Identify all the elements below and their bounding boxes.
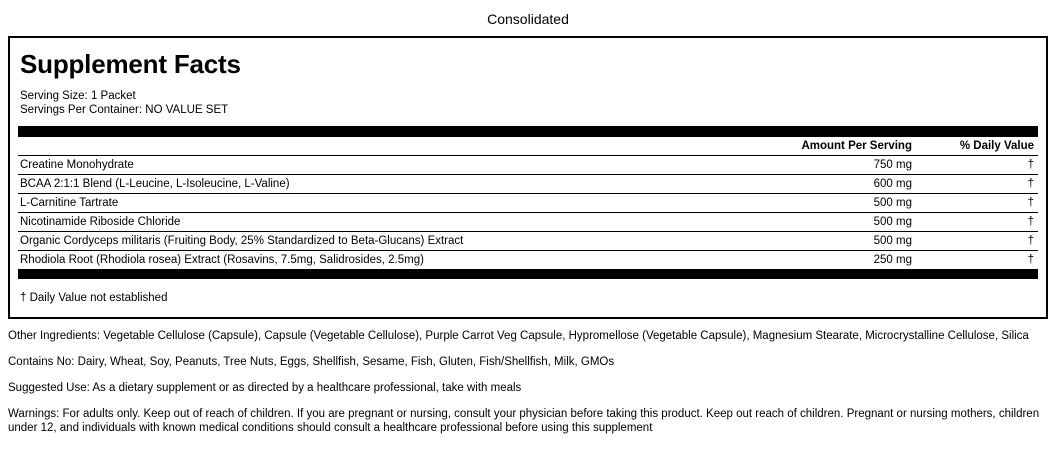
nutrient-column-headers: [18, 137, 1038, 155]
nutrient-name: BCAA 2:1:1 Blend (L-Leucine, L-Isoleucine, L-Valine): [20, 178, 290, 190]
table-row: [18, 156, 1038, 174]
thick-rule-top: [18, 126, 1038, 137]
suggested-use-text: Suggested Use: As a dietary supplement or as directed by a healthcare professional, take with meals: [8, 382, 522, 394]
table-row: [18, 174, 1038, 193]
table-row: [18, 212, 1038, 231]
nutrient-amount: 250 mg: [873, 254, 912, 266]
supplement-facts-heading: Supplement Facts: [20, 49, 241, 79]
nutrient-daily-value: †: [1027, 235, 1034, 247]
nutrient-daily-value: †: [1027, 197, 1034, 209]
supplement-facts-panel: [8, 36, 1048, 319]
servings-per-container-text: Servings Per Container: NO VALUE SET: [20, 104, 229, 116]
header-amount-per-serving: Amount Per Serving: [801, 140, 912, 152]
nutrient-name: L-Carnitine Tartrate: [20, 197, 119, 209]
nutrient-daily-value: †: [1027, 178, 1034, 190]
nutrient-name: Organic Cordyceps militaris (Fruiting Body, 25% Standardized to Beta-Glucans) Extract: [20, 235, 464, 247]
daily-value-footnote: † Daily Value not established: [20, 292, 168, 304]
table-row: [18, 250, 1038, 269]
nutrient-amount: 750 mg: [873, 159, 912, 171]
thick-rule-bottom: [18, 269, 1038, 279]
serving-size-text: Serving Size: 1 Packet: [20, 90, 136, 102]
warnings-text: Warnings: For adults only. Keep out of reach of children. If you are pregnant or nursing, consult your physician before taking this product. Keep out reach of children. Pregnant or nursing mothers, children under 12, and individuals with known medical conditions should consult a healthcare professional before using this supplement: [8, 408, 1040, 434]
nutrient-amount: 500 mg: [873, 235, 912, 247]
table-row: [18, 231, 1038, 250]
contains-no-text: Contains No: Dairy, Wheat, Soy, Peanuts, Tree Nuts, Eggs, Shellfish, Sesame, Fish, Gluten, Fish/Shellfish, Milk, GMOs: [8, 356, 615, 368]
page-title: Consolidated: [487, 11, 569, 27]
nutrient-amount: 600 mg: [873, 178, 912, 190]
nutrient-amount: 500 mg: [873, 197, 912, 209]
other-ingredients-text: Other Ingredients: Vegetable Cellulose (Capsule), Capsule (Vegetable Cellulose), Purple Carrot Veg Capsule, Hypromellose (Vegetable Capsule), Magnesium Stearate, Microcrystalline Cellulose, Silica: [8, 330, 1029, 342]
nutrient-daily-value: †: [1027, 159, 1034, 171]
header-percent-daily-value: % Daily Value: [959, 140, 1034, 152]
nutrient-name: Nicotinamide Riboside Chloride: [20, 216, 181, 228]
table-row: [18, 193, 1038, 212]
nutrient-name: Rhodiola Root (Rhodiola rosea) Extract (Rosavins, 7.5mg, Salidrosides, 2.5mg): [20, 254, 424, 266]
nutrient-daily-value: †: [1027, 216, 1034, 228]
nutrient-name: Creatine Monohydrate: [20, 159, 134, 171]
nutrient-amount: 500 mg: [873, 216, 912, 228]
nutrient-daily-value: †: [1027, 254, 1034, 266]
supplement-details: [8, 329, 1048, 435]
nutrient-table: [18, 155, 1038, 269]
